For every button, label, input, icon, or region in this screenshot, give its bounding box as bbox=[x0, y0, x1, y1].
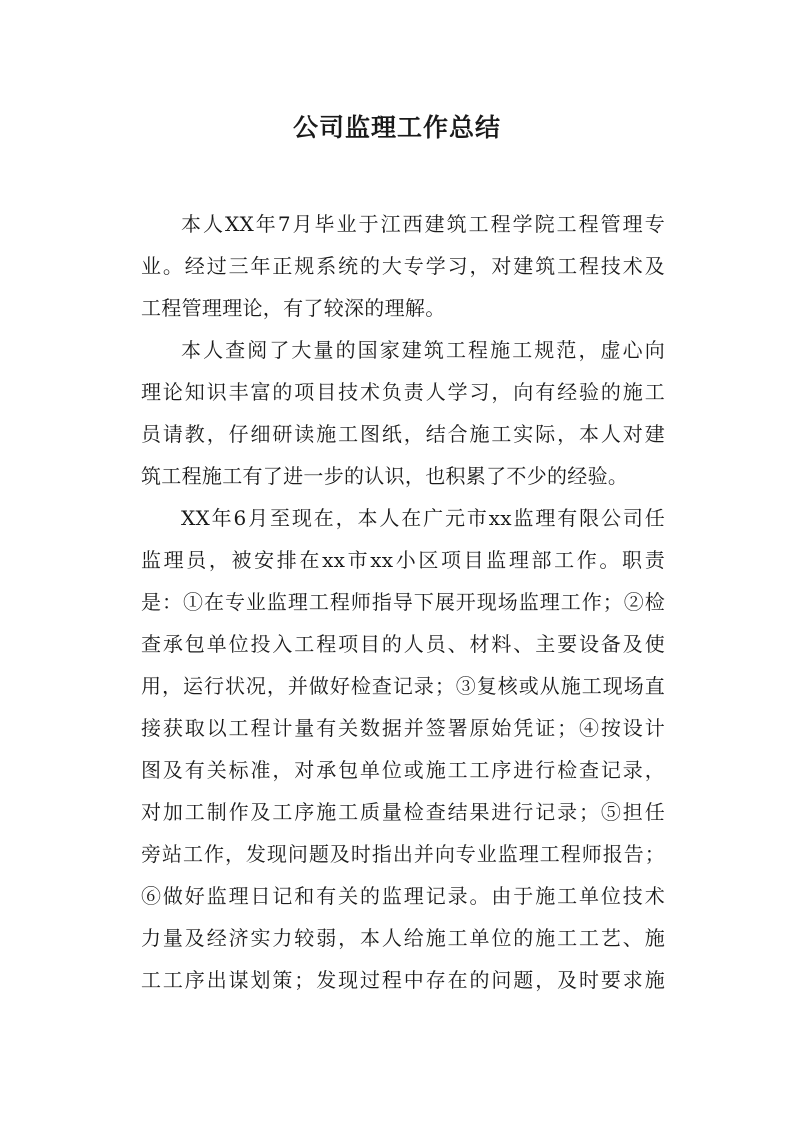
page-title: 公司监理工作总结 bbox=[292, 113, 501, 142]
text-line: 工工序出谋划策；发现过程中存在的问题，及时要求施 bbox=[141, 968, 665, 992]
text-line: 用，运行状况，并做好检查记录；③复核或从施工现场直 bbox=[141, 674, 665, 698]
text-line: 是：①在专业监理工程师指导下展开现场监理工作；②检 bbox=[141, 590, 665, 614]
document-body bbox=[141, 203, 665, 1001]
text-line: 员请教，仔细研读施工图纸，结合施工实际，本人对建 bbox=[141, 422, 665, 446]
text-line: 筑工程施工有了进一步的认识，也积累了不少的经验。 bbox=[141, 464, 629, 488]
text-line: 力量及经济实力较弱，本人给施工单位的施工工艺、施 bbox=[141, 926, 665, 950]
text-line: 工程管理理论，有了较深的理解。 bbox=[141, 296, 446, 320]
text-line: 监理员，被安排在xx市xx小区项目监理部工作。职责 bbox=[141, 548, 665, 572]
text-line: 理论知识丰富的项目技术负责人学习，向有经验的施工 bbox=[141, 380, 665, 404]
text-line: 本人查阅了大量的国家建筑工程施工规范，虚心向 bbox=[181, 338, 665, 362]
text-line: 本人XX年7月毕业于江西建筑工程学院工程管理专 bbox=[181, 212, 665, 236]
text-line: 接获取以工程计量有关数据并签署原始凭证；④按设计 bbox=[141, 716, 665, 740]
text-line: 图及有关标准，对承包单位或施工工序进行检查记录， bbox=[141, 758, 665, 782]
text-line: XX年6月至现在，本人在广元市xx监理有限公司任 bbox=[181, 506, 665, 530]
text-line: 旁站工作，发现问题及时指出并向专业监理工程师报告； bbox=[141, 842, 665, 866]
text-line: 查承包单位投入工程项目的人员、材料、主要设备及使 bbox=[141, 632, 665, 656]
text-line: 对加工制作及工序施工质量检查结果进行记录；⑤担任 bbox=[141, 800, 665, 824]
text-line: 业。经过三年正规系统的大专学习，对建筑工程技术及 bbox=[141, 254, 665, 278]
text-line: ⑥做好监理日记和有关的监理记录。由于施工单位技术 bbox=[141, 884, 665, 908]
